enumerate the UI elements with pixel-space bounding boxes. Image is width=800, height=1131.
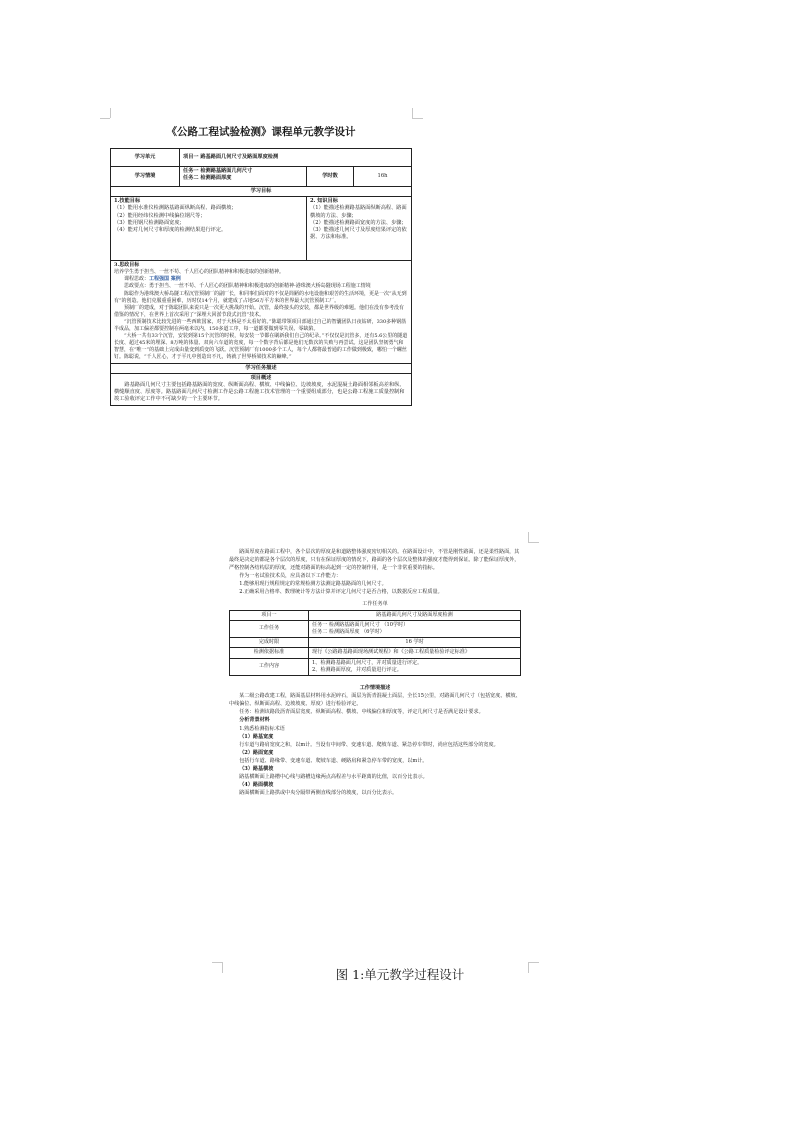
unit-label: 学习单元	[111, 149, 180, 167]
hours-label: 学时数	[307, 167, 354, 187]
knowledge-goals-title: 2. 知识目标	[310, 198, 338, 205]
worksheet-content-item: 1、检测路基路面几何尺寸，并对质量进行评定。	[312, 659, 423, 666]
knowledge-goal-item: （1）能描述检测路基路面纵断高程、路面横坡的方法、步骤；	[310, 205, 407, 219]
knowledge-goals	[307, 197, 412, 261]
worksheet-deadline-label: 完成时限	[230, 638, 309, 648]
analysis-paragraph: 1.熟悉检测指标术语	[239, 725, 285, 732]
crop-mark	[528, 532, 539, 543]
analysis-heading: （1）路基宽度	[239, 733, 274, 740]
situation-task-1: 任务一 检测路基路面几何尺寸	[183, 168, 253, 174]
analysis-paragraph: 路面横断面上路拱或中央分隔带两侧直线部分的坡度，以百分比表示。	[239, 790, 398, 797]
overview-text: 路基路面几何尺寸主要包括路基路面的宽度、纵断面高程、横坡、中线偏位、边坡坡度，水泥混凝土路面相邻板高差和纵、横缝顺直度、厚度等。路基路面几何尺寸检测工作是公路工程施工技术管理的一个重要组成部分，也是公路工程施工质量控制和竣工验收评定工作中不可缺少的一个主要环节。	[114, 381, 405, 403]
skill-goal-item: （2）能用经纬仪检测中线偏位钢尺等；	[114, 212, 206, 219]
figure-caption: 图 1:单元教学过程设计	[335, 967, 465, 982]
worksheet-task-label: 工作任务	[230, 620, 309, 637]
skill-goals-title: 1.技能目标	[114, 198, 141, 205]
crop-mark	[412, 108, 423, 119]
situation-tasks	[180, 167, 307, 187]
analysis-paragraph: 行车道与路肩宽度之和，以m计。当设有中间带、变速车道、爬坡车道、紧急停车带时，尚应包括这些部分的宽度。	[239, 741, 499, 748]
skill-goals	[111, 197, 307, 261]
worksheet-task-2: 任务二 检测路面厚度 （6学时）	[312, 629, 385, 636]
project-overview	[111, 373, 412, 405]
analysis-heading: （4）路面横坡	[239, 782, 274, 789]
task-desc-title: 学习任务描述	[111, 363, 412, 373]
worksheet-table	[229, 610, 521, 676]
worksheet-content-label: 工作内容	[230, 658, 309, 675]
ideology-goals-title: 3.思政目标	[114, 262, 140, 269]
story-paragraph: “大桥一共有33个沉管，安装到第15个沉管的时候，每安装一节都在刷新我们自己的纪录。”不仅仅是沉管多，还有5.6公里的隧道长度、超过45米的埋深、8万吨的体量、双向六车道的宽度，每一个数字背后都是他们无数次的失败与再尝试。这是团队坚韧勇气和智慧，在“唯一”的基础上完成由量变到质变的飞跃。沉管预制厂有1000多个工人，每个人都将最普通的工作做到极致，哪怕一个螺丝钉。陈聪说，“千人匠心，才于平凡中创造出不凡，铸就了世界桥梁技术的巅峰。”	[114, 333, 408, 361]
ideology-points: 思政要点：勇于担当、一丝不苟、千人匠心的团队精神和积极进取的创新精神-港珠澳大桥岛隧现场工程施工情境	[124, 283, 371, 290]
analysis-heading: （3）路基横坡	[239, 766, 274, 773]
page-two	[222, 542, 528, 962]
worksheet-project-label: 项目一	[230, 610, 309, 620]
scenario-paragraph: 任务：检测该路段沥青面层宽度、纵断面高程、横坡、中线偏位和厚度等，评定几何尺寸是否满足设计要求。	[239, 709, 484, 716]
story-paragraph: 预制厂的建成，对于陈聪团队来说只是一次更大挑战的开始。沉管，最终接头的安装，都是世界级的难题。他们在没有参考没有借鉴的情况下，在世界上首次采用了“深埋大回淤节段式沉管”技术。	[114, 304, 405, 318]
analysis-paragraph: 路基横断面上路槽中心线与路槽边缘两点高程差与水平距离的比值，以百分比表示。	[239, 774, 428, 781]
analysis-title: 分析背景材料	[239, 717, 270, 724]
ability-item: 2.正确采用合格率、数理统计等方法计算并评定几何尺寸是否合格，以数据反应工程质量。	[239, 589, 443, 596]
document-title: 《公路工程试验检测》课程单元教学设计	[166, 126, 356, 138]
knowledge-goal-item: （3）能描述几何尺寸及厚度结果评定的依据、方法和标准。	[310, 227, 407, 241]
story-paragraph: 陈聪作为港珠澳大桥岛隧工程沉管预制厂的副厂长，和同事们面对的不仅是简陋的水电设施和艰苦的生活环境，更是一次“从无到有”的创造。他们克服重重困难，历时仅14个月，就建成了占地56万平方米的世界最大沉管预制工厂。	[114, 290, 407, 304]
analysis-list	[229, 725, 521, 798]
worksheet-basis-value: 现行《公路路基路面现场测试规程》和《公路工程质量检验评定标准》	[309, 648, 521, 658]
intro-paragraph: 作为一名试验技术员，应具备以下工作能力：	[239, 573, 342, 580]
unit-value: 项目一 路基路面几何尺寸及路面厚度检测	[180, 149, 412, 167]
skill-goal-item: （3）能用钢尺检测路面宽度；	[114, 219, 185, 226]
ideology-goals	[111, 261, 412, 363]
analysis-paragraph: 包括行车道、路缘带、变速车道、爬坡车道、硬路肩和紧急停车带的宽度，以m计。	[239, 757, 428, 764]
hours-value: 16h	[354, 167, 412, 187]
scenario-title: 工作情境描述	[359, 685, 391, 692]
page-one	[110, 118, 412, 550]
situation-label: 学习情境	[111, 167, 180, 187]
worksheet-project-value: 路基路面几何尺寸及路面厚度检测	[309, 610, 521, 620]
skill-goal-item: （1）能用水准仪检测路基路面纵断高程、路面横坡；	[114, 205, 237, 212]
story-paragraph: “沉管预制技术比较先进的一些西欧国家，对于大桥是不太看好的。”陈聪带领项目部通过自己的智囊团队日夜钻研，330多种钢筋半成品，加工偏差都要控制在两毫米以内，150多道工序，每一道都要做到零失误、零缺陷。	[114, 318, 407, 333]
worksheet-task-1: 任务一 检测路基路面几何尺寸 （10学时）	[312, 621, 409, 628]
ideology-goal-text: 培养学生勇于担当、一丝不苟、千人匠心的团队精神和积极进取的创新精神。	[114, 269, 285, 276]
ability-item: 1.能够用现行规程规定的常规检测方法测定路基路面的几何尺寸。	[239, 581, 387, 588]
worksheet-deadline-value: 16 学时	[309, 638, 521, 648]
goals-section-title: 学习目标	[111, 187, 412, 197]
overview-title: 项目概述	[250, 374, 272, 381]
intro-paragraph: 路面厚度在路面工程中，各个层次的厚度是和道路整体强度密切相关的。在路面设计中，不管是刚性路面，还是柔性路面，其最终是决定的都是各个层次的厚度，只有在保证厚度的情况下，路面的各个层次及整体的强度才能得到保证。除了能保证厚度外，严格控制各结构层的厚度，还能对路面的标高起到一定的控制作用，是一个非常重要的指标。	[229, 549, 520, 572]
ideology-elements-label: 课程思政：	[124, 276, 150, 283]
worksheet-content-item: 2、检测路面厚度，并对质量进行评定。	[312, 666, 402, 673]
page-two-body	[222, 542, 528, 797]
analysis-heading: （2）路面宽度	[239, 749, 274, 756]
situation-task-2: 任务二 检测路面厚度	[183, 175, 232, 182]
worksheet-title: 工作任务单	[362, 600, 388, 607]
skill-goal-item: （4）能对几何尺寸和厚度的检测结果进行评定。	[114, 227, 227, 234]
worksheet-basis-label: 检测依据标准	[230, 648, 309, 658]
unit-design-table	[110, 148, 412, 406]
scenario-paragraph: 某二级公路改建工程，路面基层材料用水泥碎石，面层为沥青混凝土面层，全长15公里，对路面几何尺寸（包括宽度、横坡、中线偏位、纵断面高程、边坡坡度、厚度）进行检验评定。	[229, 693, 521, 708]
worksheet-tasks	[309, 620, 521, 637]
knowledge-goal-item: （2）能描述检测路面宽度的方法、步骤；	[310, 219, 407, 226]
ideology-elements-tag: 工程强国 案例	[149, 276, 181, 283]
worksheet-content	[309, 658, 521, 675]
